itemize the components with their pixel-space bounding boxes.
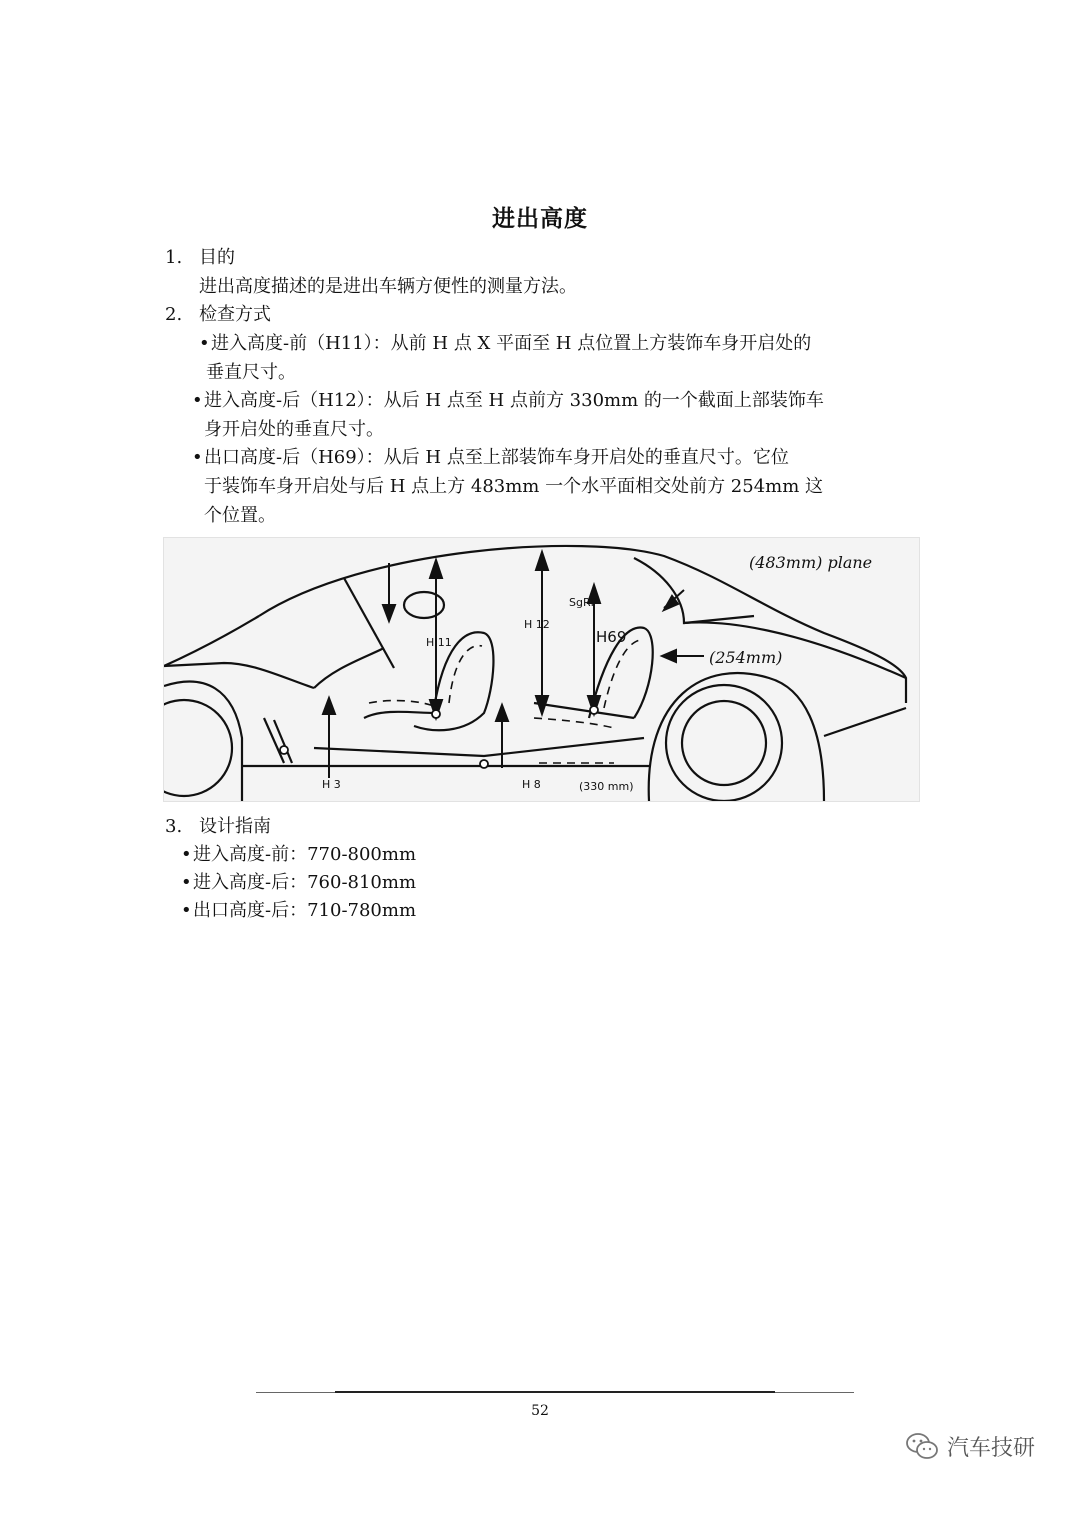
bullet-dot: • [192, 447, 203, 468]
inspection-bullet-3-line-3: 个位置。 [204, 505, 276, 526]
wechat-icon [905, 1431, 939, 1461]
label-483mm-plane: (483mm) plane [749, 553, 873, 572]
design-bullet-2: •进入高度-后：760-810mm [181, 870, 416, 896]
car-side-view-figure [163, 537, 920, 802]
bullet-dot: • [192, 390, 203, 411]
page-title: 进出高度 [492, 206, 588, 232]
bullet-dot: • [181, 900, 192, 921]
page-number: 52 [531, 1403, 549, 1419]
bullet-dot: • [181, 872, 192, 893]
section-3-number: 3. [165, 816, 183, 837]
car-side-view-drawing [164, 538, 919, 801]
inspection-bullet-1-line-1: •进入高度-前（H11）：从前 H 点 X 平面至 H 点位置上方装饰车身开启处的 [199, 331, 811, 357]
bullet-dot: • [199, 333, 210, 354]
inspection-bullet-2-line-1: •进入高度-后（H12）：从后 H 点至 H 点前方 330mm 的一个截面上部装饰车 [192, 388, 824, 414]
section-1-number: 1. [165, 247, 183, 268]
label-h8: H 8 [522, 778, 541, 791]
bullet-dot: • [181, 844, 192, 865]
inspection-bullet-3-line-1: •出口高度-后（H69）：从后 H 点至上部装饰车身开启处的垂直尺寸。它位 [192, 445, 789, 471]
section-2-title: 检查方式 [199, 304, 271, 325]
label-h3: H 3 [322, 778, 341, 791]
section-3-heading [165, 814, 271, 840]
design-bullet-3: •出口高度-后：710-780mm [181, 898, 416, 924]
design-bullet-1: •进入高度-前：770-800mm [181, 842, 416, 868]
section-1-text: 进出高度描述的是进出车辆方便性的测量方法。 [199, 276, 577, 297]
inspection-bullet-3-line-2: 于装饰车身开启处与后 H 点上方 483mm 一个水平面相交处前方 254mm 这 [204, 476, 824, 497]
watermark-text: 汽车技研 [947, 1435, 1036, 1461]
label-h12: H 12 [524, 618, 550, 631]
section-2-heading [165, 302, 271, 328]
inspection-bullet-2-line-2: 身开启处的垂直尺寸。 [204, 419, 384, 440]
section-1-title: 目的 [199, 247, 235, 268]
section-1-heading [165, 245, 235, 271]
section-3-title: 设计指南 [199, 816, 271, 837]
label-h69: H69 [596, 628, 627, 646]
label-sgrp: SgRP [569, 596, 598, 609]
section-2-number: 2. [165, 304, 183, 325]
label-330mm: (330 mm) [579, 780, 634, 793]
footer-rule-accent [335, 1391, 775, 1393]
label-h11: H 11 [426, 636, 452, 649]
label-254mm: (254mm) [709, 648, 783, 667]
inspection-bullet-1-line-2: 垂直尺寸。 [206, 362, 296, 383]
watermark [905, 1426, 1035, 1466]
